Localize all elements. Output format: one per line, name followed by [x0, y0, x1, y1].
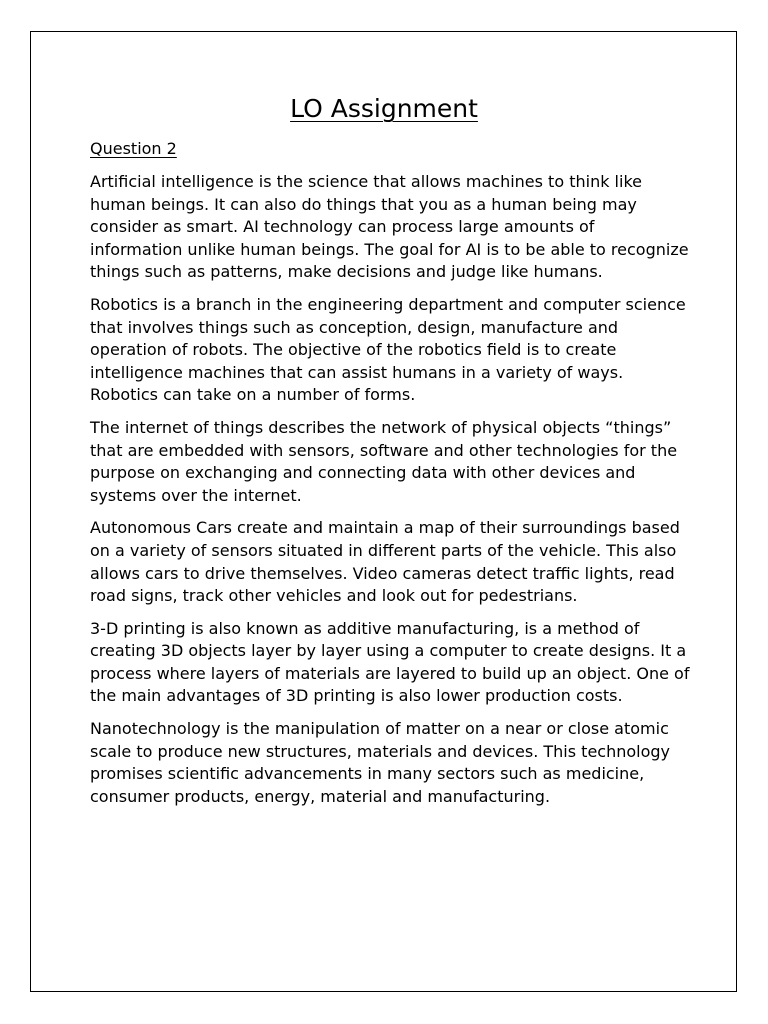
- paragraph-nanotechnology: Nanotechnology is the manipulation of matter on a near or close atomic scale to produce new structures, materials and devices. This technology promises scientific advancements in many sectors such as medicine, consumer products, energy, material and manufacturing.: [90, 719, 671, 806]
- paragraph-autonomous-cars: Autonomous Cars create and maintain a map of their surroundings based on a variety of sensors situated in different parts of the vehicle. This also allows cars to drive themselves. Video cameras detect traffic lights, read road signs, track other vehicles and look out for pedestrians.: [90, 518, 680, 606]
- paragraph-robotics: Robotics is a branch in the engineering department and computer science that involves things such as conception, design, manufacture and operation of robots. The objective of the robotics field is to create intelligence machines that can assist humans in a variety of ways. Robotics can take on a number of forms.: [90, 294, 686, 405]
- paragraph-internet-of-things: The internet of things describes the network of physical objects “things” that are embedded with sensors, software and other technologies for the purpose on exchanging and connecting data with other devices and systems over the internet.: [90, 417, 678, 505]
- document-title: LO Assignment: [290, 94, 478, 123]
- paragraph-artificial-intelligence: Artificial intelligence is the science that allows machines to think like human beings. It can also do things that you as a human being may consider as smart. AI technology can process large amounts of information unlike human beings. The goal for AI is to be able to recognize things such as patterns, make decisions and judge like humans.: [90, 172, 689, 282]
- paragraph-3d-printing: 3-D printing is also known as additive manufacturing, is a method of creating 3D objects layer by layer using a computer to create designs. It a process where layers of materials are layered to build up an object. One of the main advantages of 3D printing is also lower production costs.: [90, 618, 690, 706]
- question-heading: Question 2: [90, 139, 177, 158]
- document-body: [90, 171, 690, 818]
